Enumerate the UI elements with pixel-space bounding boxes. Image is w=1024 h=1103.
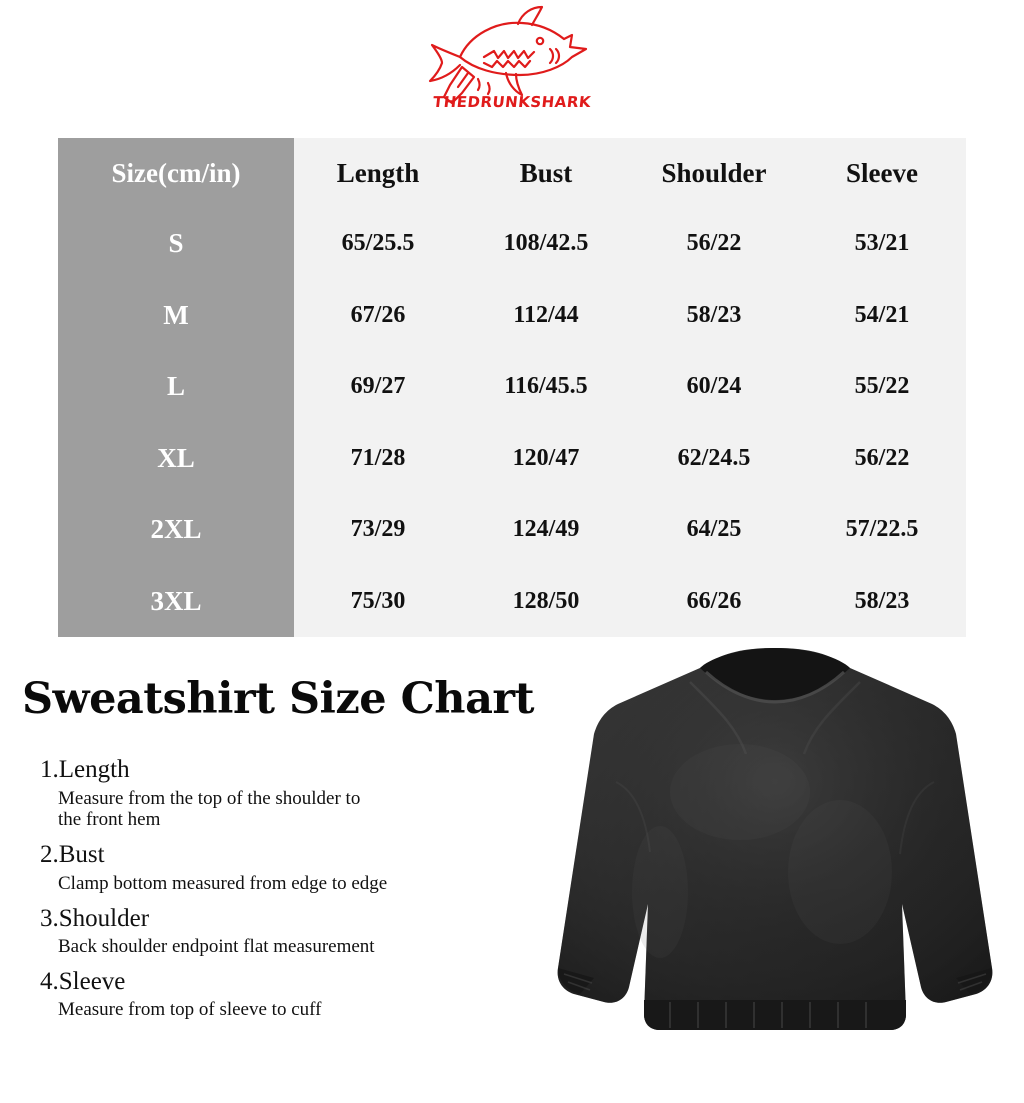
brand-logo-area (0, 0, 1024, 122)
note-heading-sleeve: 4.Sleeve (40, 967, 126, 995)
column-header-length: Length (336, 157, 420, 188)
cell-size: M (58, 280, 294, 352)
note-body-sleeve: Measure from top of sleeve to cuff (58, 999, 322, 1021)
cell-length: 65/25.5 (341, 230, 415, 257)
cell-shoulder: 62/24.5 (677, 444, 751, 471)
cell-length: 71/28 (350, 444, 406, 471)
cell-shoulder: 58/23 (686, 301, 742, 328)
note-body-shoulder: Back shoulder endpoint flat measurement (58, 936, 375, 958)
cell-bust: 112/44 (513, 301, 579, 328)
cell-bust: 108/42.5 (503, 230, 589, 257)
cell-sleeve: 53/21 (854, 230, 910, 257)
table-row (58, 208, 966, 280)
cell-shoulder: 64/25 (686, 516, 742, 543)
column-header-sleeve: Sleeve (846, 157, 918, 188)
cell-length: 73/29 (350, 516, 406, 543)
page-title: Sweatshirt Size Chart (22, 674, 534, 724)
cell-sleeve: 55/22 (854, 373, 910, 400)
cell-sleeve: 54/21 (854, 301, 910, 328)
cell-size: XL (58, 423, 294, 495)
brand-name: THEDRUNKSHARK (432, 93, 592, 111)
cell-size: 2XL (58, 494, 294, 566)
cell-sleeve: 57/22.5 (845, 516, 919, 543)
column-header-bust: Bust (519, 157, 573, 188)
cell-length: 67/26 (350, 301, 406, 328)
cell-size: S (58, 208, 294, 280)
cell-bust: 124/49 (512, 516, 580, 543)
cell-sleeve: 58/23 (854, 587, 910, 614)
cell-size: L (58, 351, 294, 423)
table-row (58, 423, 966, 495)
cell-bust: 120/47 (512, 444, 580, 471)
table-row (58, 566, 966, 638)
measurement-notes (40, 746, 540, 1021)
note-body-length: Measure from the top of the shoulder to the front hem (58, 787, 361, 831)
note-heading-shoulder: 3.Shoulder (40, 904, 150, 932)
sweatshirt-illustration (540, 642, 1010, 1062)
note-heading-length: 1.Length (40, 756, 130, 783)
cell-length: 69/27 (350, 373, 406, 400)
table-row (58, 494, 966, 566)
cell-bust: 116/45.5 (504, 373, 588, 400)
brand-logo (422, 5, 602, 117)
cell-size: 3XL (58, 566, 294, 638)
note-heading-bust: 2.Bust (40, 841, 105, 869)
column-header-shoulder: Shoulder (661, 157, 767, 188)
note-body-bust: Clamp bottom measured from edge to edge (58, 872, 388, 894)
table-header-row (58, 138, 966, 208)
table-row (58, 351, 966, 423)
cell-length: 75/30 (350, 587, 406, 614)
cell-shoulder: 60/24 (686, 373, 742, 400)
bottom-section (0, 650, 1024, 1103)
cell-bust: 128/50 (512, 587, 580, 614)
cell-shoulder: 66/26 (686, 587, 742, 614)
size-chart-table (58, 138, 966, 637)
column-header-size: Size(cm/in) (58, 138, 294, 208)
cell-shoulder: 56/22 (686, 230, 742, 257)
cell-sleeve: 56/22 (854, 444, 910, 471)
table-row (58, 280, 966, 352)
